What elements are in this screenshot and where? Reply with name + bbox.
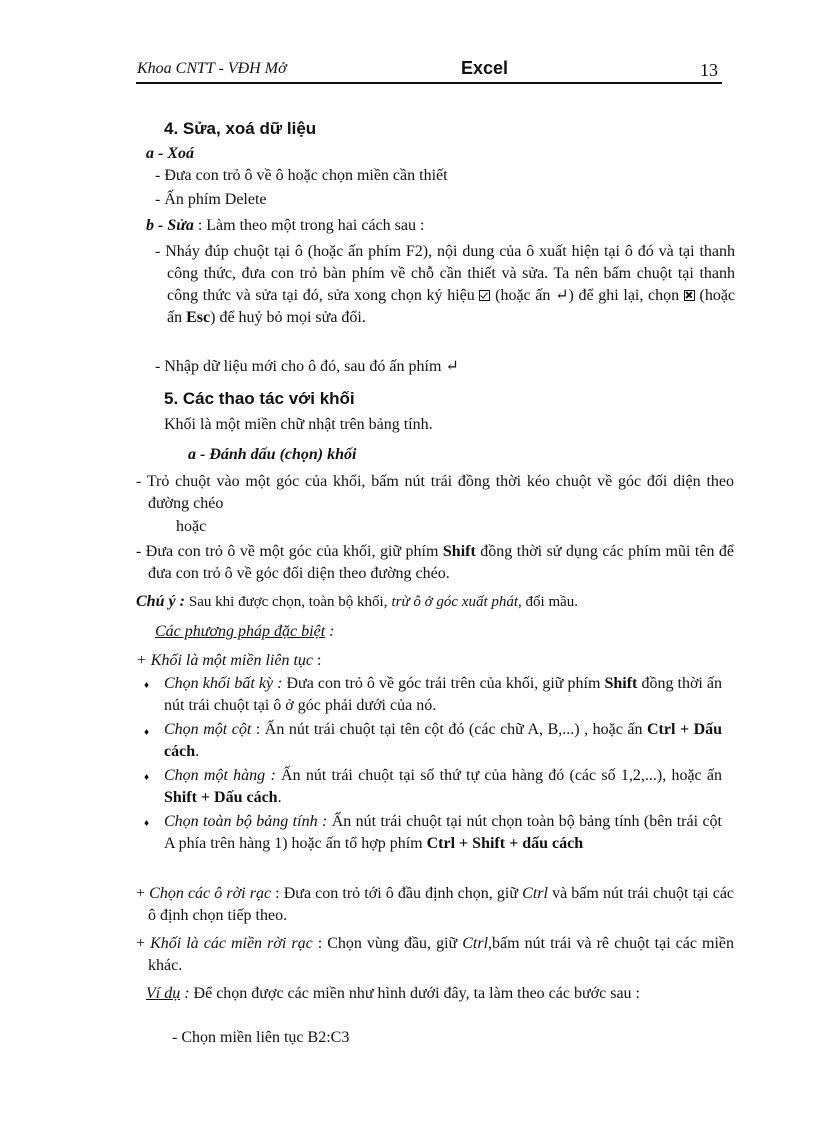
special-methods-title: Các phương pháp đặc biệt [155, 623, 326, 640]
sec5-a-title: a - Đánh dấu (chọn) khối [188, 446, 357, 463]
sec4-b-item2: - Nhập dữ liệu mới cho ô đó, sau đó ấn phím ↵ [155, 358, 459, 375]
bullet2-italic: Chọn một cột [164, 721, 252, 738]
note-label: Chú ý : [136, 593, 185, 610]
sec4-b-heading [146, 217, 424, 235]
plus2-italic: Chọn các ô rời rạc [149, 885, 272, 902]
sec5-line2 [136, 541, 734, 585]
example-colon: : [184, 985, 190, 1002]
plus2-text [136, 883, 734, 927]
page-number: 13 [700, 60, 718, 80]
header-title: Excel [461, 58, 509, 78]
bullet-icon: ♦ [144, 772, 150, 783]
bullet4-bold: Ctrl + Shift + dấu cách [426, 835, 584, 852]
checkbox-cross-icon [684, 290, 695, 301]
example-body: Để chọn được các miền như hình dưới đây, ta làm theo các bước sau : [193, 985, 640, 1002]
bullet-icon: ♦ [144, 680, 150, 691]
section-4-title: 4. Sửa, xoá dữ liệu [164, 119, 317, 138]
example-text [146, 983, 762, 1005]
plus3-italic: Khối là các miền rời rạc [150, 935, 313, 952]
sec4-a-line1: - Đưa con trỏ ô về ô hoặc chọn miền cần thiết [155, 167, 448, 184]
section-5-title: 5. Các thao tác với khối [164, 389, 355, 408]
plus3-text [136, 933, 734, 977]
sec4-b1-part4: ) để huỷ bỏ mọi sửa đổi. [210, 309, 366, 326]
sec5-or: hoặc [176, 518, 207, 535]
sec4-a-line2: - Ấn phím Delete [155, 191, 267, 208]
sec4-b-label: b - Sửa [146, 217, 194, 234]
shift-key-label: Shift [442, 543, 476, 560]
bullet4-part1: Ấn nút trái chuột tại nút chọn toàn bộ bảng tính (bên trái cột A phía trên hàng 1) hoặc ấn tổ hợp phím [164, 813, 722, 852]
bullet1-italic: Chọn khối bất kỳ : [164, 675, 283, 692]
plus1-italic: + Khối là một miền liên tục [136, 652, 313, 669]
plus2-part2: và bấm nút trái chuột tại các ô định chọn tiếp theo. [148, 885, 735, 924]
sec5-line2-part1: - Đưa con trỏ ô về một góc của khối, giữ phím [136, 543, 439, 560]
bullet4-text [164, 811, 722, 855]
plus2-part1: : Đưa con trỏ tới ô đầu định chọn, giữ [275, 885, 519, 902]
header-left: Khoa CNTT - VĐH Mở [137, 60, 287, 77]
plus3-part2: bấm nút trái và rê chuột tại các miền khác. [148, 935, 735, 974]
plus3-prefix: + [136, 935, 146, 952]
sec4-b1-part2: (hoặc ấn ↵) để ghi lại, chọn [495, 287, 680, 304]
example-step1: - Chọn miền liên tục B2:C3 [172, 1029, 350, 1046]
special-methods-colon: : [329, 623, 335, 640]
bullet2-end: . [195, 743, 200, 760]
plus3-part1: : Chọn vùng đầu, giữ [317, 935, 458, 952]
note-italic: trừ ô ở góc xuất phát [391, 594, 519, 610]
bullet1-text [164, 673, 722, 717]
sec5-note [136, 593, 578, 611]
sec4-a-title: a - Xoá [146, 145, 194, 162]
plus1-line [136, 652, 321, 670]
bullet3-text [164, 765, 722, 809]
bullet-icon: ♦ [144, 818, 150, 829]
bullet2-text [164, 719, 722, 763]
bullet1-part2: đồng thời ấn nút trái chuột tại ô ở góc phải dưới của nó. [164, 675, 723, 714]
sec4-b-text: : Làm theo một trong hai cách sau : [197, 217, 425, 234]
sec5-intro: Khối là một miền chữ nhật trên bảng tính. [164, 416, 433, 433]
plus3-ctrl: Ctrl, [462, 935, 493, 952]
sec5-line2-part2: đồng thời sử dụng các phím mũi tên để đưa con trỏ ô về góc đối diện theo đường chéo. [148, 543, 735, 582]
plus1-rest: : [317, 652, 322, 669]
bullet3-bold: Shift + Dấu cách [164, 789, 278, 806]
sec4-b1-part3: (hoặc ấn [167, 287, 736, 326]
bullet1-shift: Shift [604, 675, 638, 692]
bullet3-end: . [277, 789, 282, 806]
sec4-b1-part1: - Nháy đúp chuột tại ô (hoặc ấn phím F2), nội dung của ô xuất hiện tại ô đó và tại thanh công thức, đưa con trỏ bàn phím về chỗ cần thiết và sửa. Ta nên bấm chuột tại thanh công thức và sửa tại đó, sửa xong chọn ký hiệu [155, 243, 735, 304]
special-methods-heading [155, 623, 334, 641]
note-part2: , đổi mầu. [518, 594, 579, 610]
bullet1-part1: Đưa con trỏ ô về góc trái trên của khối, giữ phím [286, 675, 601, 692]
plus2-prefix: + [136, 885, 146, 902]
bullet-icon: ♦ [144, 727, 150, 738]
example-label: Ví dụ [146, 985, 181, 1002]
bullet3-part1: Ấn nút trái chuột tại số thứ tự của hàng đó (các số 1,2,...), hoặc ấn [281, 767, 723, 784]
plus2-ctrl: Ctrl [522, 885, 548, 902]
bullet4-italic: Chọn toàn bộ bảng tính : [164, 813, 328, 830]
header-rule [136, 82, 722, 84]
bullet3-italic: Chọn một hàng : [164, 767, 276, 784]
note-part1: Sau khi được chọn, toàn bộ khối, [188, 594, 388, 610]
esc-key-label: Esc [186, 309, 211, 326]
sec5-line1: - Trỏ chuột vào một góc của khối, bấm nút trái đồng thời kéo chuột về góc đối diện theo đường chéo [136, 473, 734, 512]
bullet2-bold: Ctrl + Dấu cách [164, 721, 723, 760]
sec4-b-item1 [155, 241, 735, 329]
bullet2-part1: : Ấn nút trái chuột tại tên cột đó (các chữ A, B,...) , hoặc ấn [255, 721, 643, 738]
checkbox-check-icon [479, 290, 490, 301]
